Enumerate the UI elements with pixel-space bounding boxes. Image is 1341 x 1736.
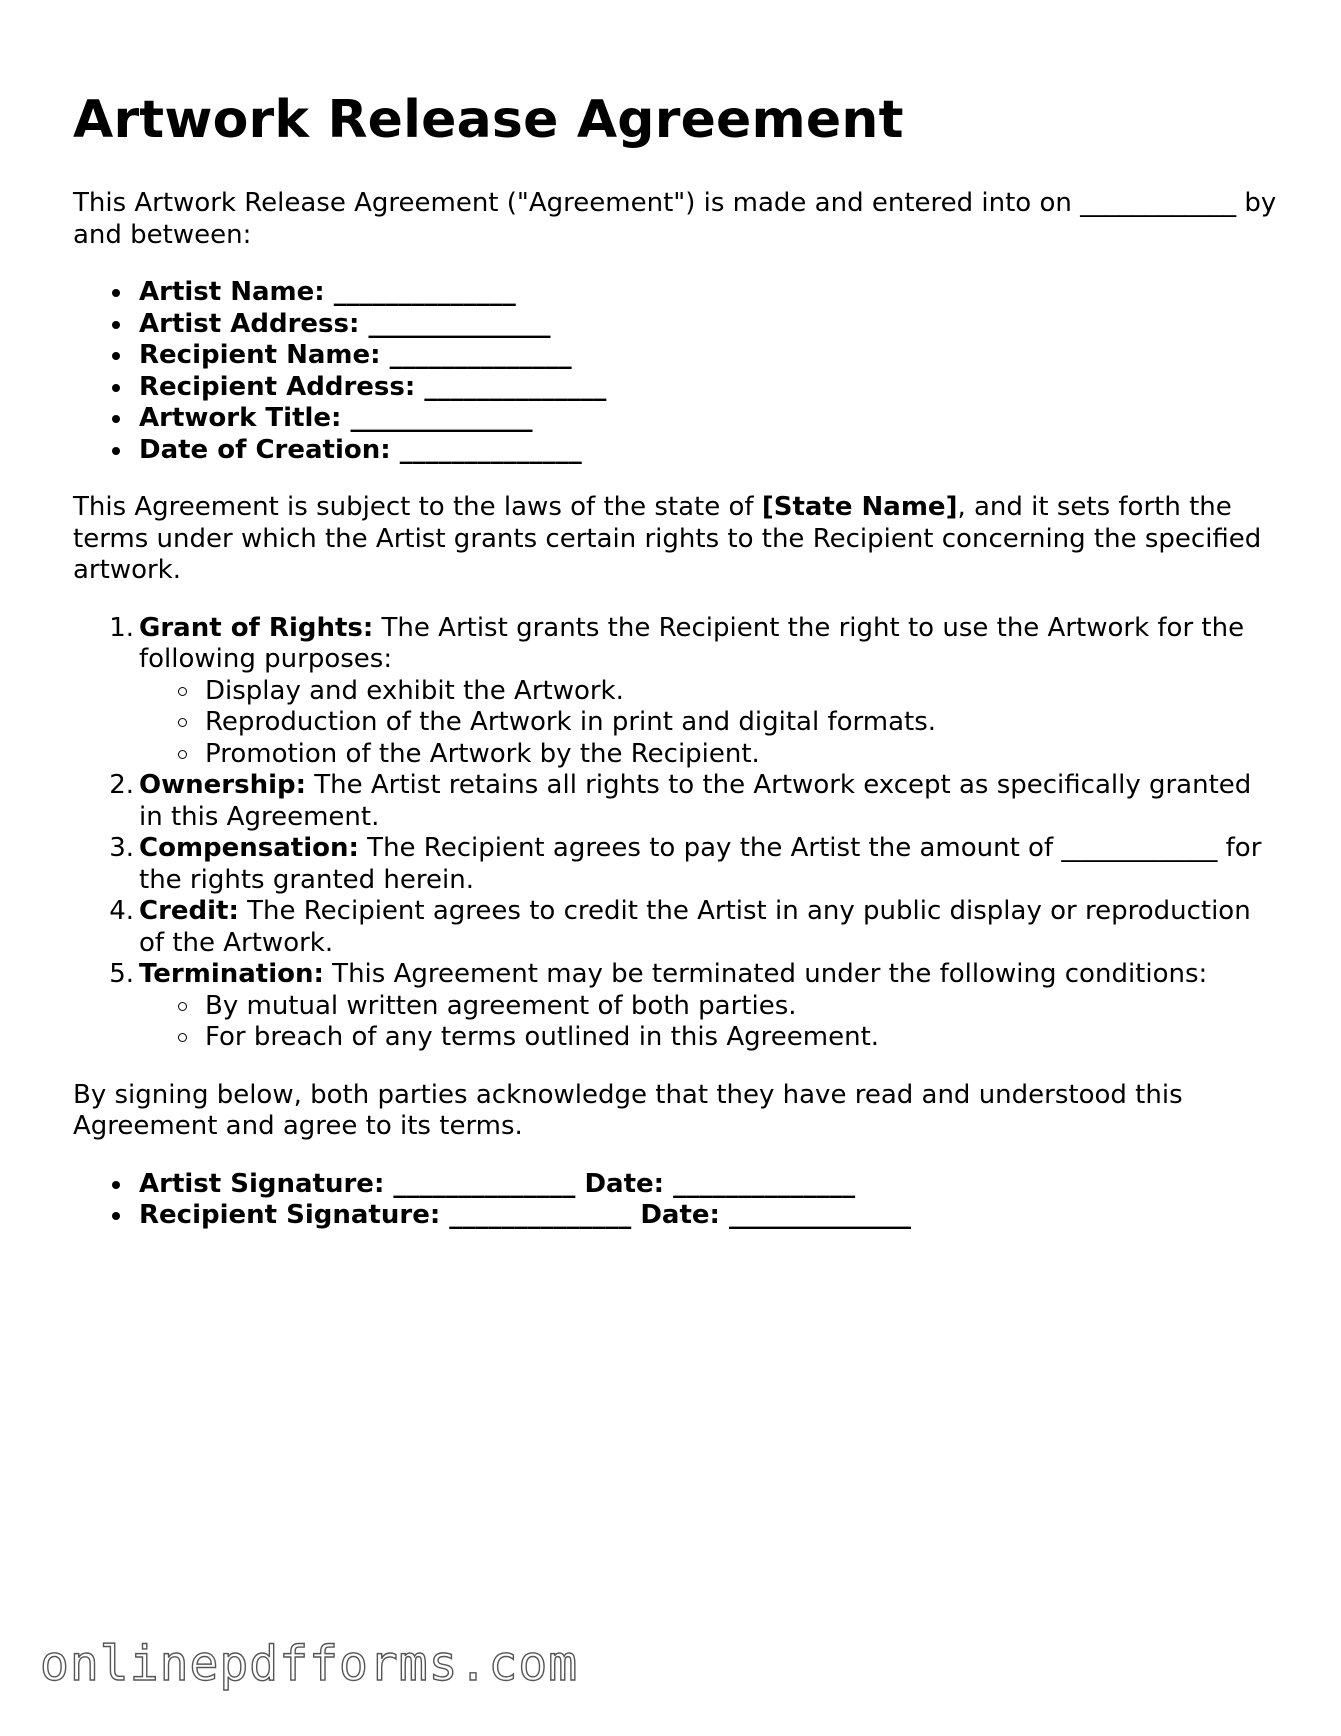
- term-heading: Credit:: [139, 896, 239, 926]
- signature-list: [73, 1169, 1283, 1232]
- party-fields-list: [73, 277, 1283, 466]
- field-recipient-name: Recipient Name: ______________: [139, 340, 1283, 372]
- field-artist-name: Artist Name: ______________: [139, 277, 1283, 309]
- field-date-of-creation: Date of Creation: ______________: [139, 435, 1283, 467]
- blank-line: ______________: [350, 403, 533, 433]
- blank-line: ______________: [333, 277, 516, 307]
- sub-item: Promotion of the Artwork by the Recipient.: [205, 739, 1283, 771]
- field-artwork-title: Artwork Title: ______________: [139, 403, 1283, 435]
- intro-paragraph: This Artwork Release Agreement ("Agreement") is made and entered into on ____________ by and between:: [73, 188, 1277, 250]
- term-heading: Compensation:: [139, 833, 359, 863]
- watermark-logo: onlinepdfforms.com: [40, 1636, 579, 1692]
- recipient-signature-line: Recipient Signature: ______________ Date: ______________: [139, 1200, 1283, 1232]
- terms-list: [73, 613, 1283, 1054]
- blank-line: ______________: [368, 308, 551, 339]
- term-heading: Ownership:: [139, 770, 306, 800]
- grant-purposes-list: [139, 676, 1283, 771]
- state-name-placeholder: [State Name]: [761, 492, 958, 522]
- sub-item: For breach of any terms outlined in this Agreement.: [205, 1022, 1283, 1054]
- document-page: [73, 90, 1283, 1258]
- blank-line: ______________: [399, 434, 582, 465]
- artist-signature-line: Artist Signature: ______________ Date: ______________: [139, 1169, 1283, 1201]
- governing-law-paragraph: This Agreement is subject to the laws of the state of [State Name], and it sets forth the terms under which the Artist grants certain rights to the Recipient concerning the specified artwork.: [73, 492, 1262, 585]
- document-title: Artwork Release Agreement: [73, 90, 904, 150]
- term-credit: Credit: The Recipient agrees to credit the Artist in any public display or reproduction of the Artwork.: [139, 896, 1251, 958]
- field-recipient-address: Recipient Address: ______________: [139, 372, 1283, 404]
- term-heading: Termination:: [139, 959, 324, 989]
- sub-item: Reproduction of the Artwork in print and digital formats.: [205, 707, 1283, 739]
- blank-line: ______________: [389, 340, 572, 370]
- field-artist-address: Artist Address: ______________: [139, 309, 1283, 341]
- term-compensation: Compensation: The Recipient agrees to pay the Artist the amount of ____________ for the rights granted herein.: [139, 833, 1262, 895]
- sub-item: Display and exhibit the Artwork.: [205, 676, 1283, 708]
- closing-paragraph: By signing below, both parties acknowledge that they have read and understood this Agreement and agree to its terms.: [73, 1079, 1183, 1141]
- term-grant-of-rights: Grant of Rights: The Artist grants the Recipient the right to use the Artwork for the following purposes: Display and exhibit the Artwork. Reproduction of the Artwork in print and digital formats. Promotion of the Artwork by the Recipient.: [139, 613, 1283, 771]
- blank-line: ______________: [424, 371, 607, 402]
- termination-conditions-list: [139, 991, 1283, 1054]
- sub-item: By mutual written agreement of both parties.: [205, 991, 1283, 1023]
- term-ownership: Ownership: The Artist retains all rights to the Artwork except as specifically granted in this Agreement.: [139, 770, 1252, 832]
- term-termination: Termination: This Agreement may be terminated under the following conditions: By mutual written agreement of both parties. For breach of any terms outlined in this Agreement.: [139, 959, 1283, 1054]
- term-heading: Grant of Rights:: [139, 612, 374, 643]
